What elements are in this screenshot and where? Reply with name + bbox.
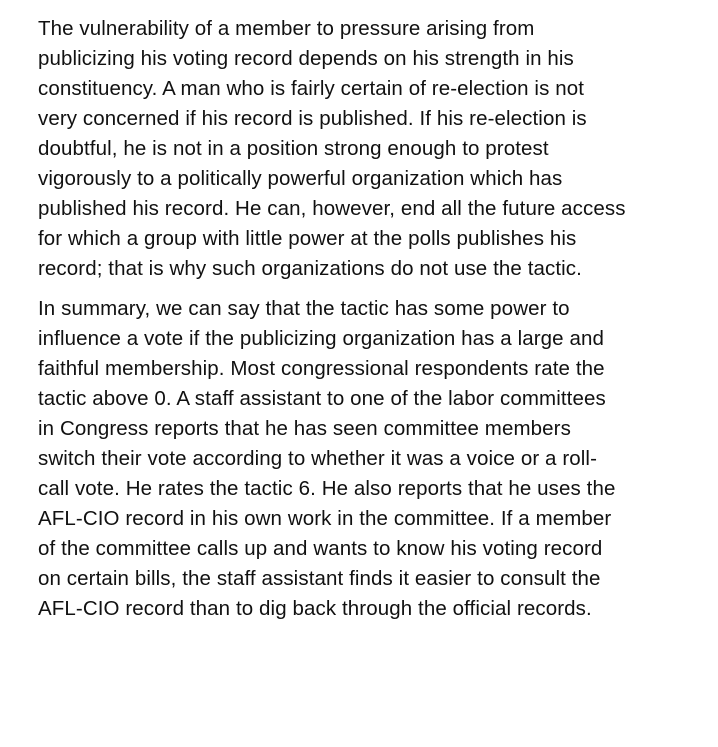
text-line: call vote. He rates the tactic 6. He also reports that he uses the: [38, 477, 616, 500]
text-line: published his record. He can, however, end all the future access: [38, 197, 626, 220]
text-line: switch their vote according to whether it was a voice or a roll-: [38, 447, 597, 470]
text-line: for which a group with little power at the polls publishes his: [38, 227, 577, 250]
text-line: influence a vote if the publicizing organization has a large and: [38, 327, 604, 350]
text-line: faithful membership. Most congressional respondents rate the: [38, 357, 605, 380]
text-line: of the committee calls up and wants to know his voting record: [38, 537, 603, 560]
text-line: very concerned if his record is published. If his re-election is: [38, 107, 587, 130]
text-line: AFL-CIO record than to dig back through the official records.: [38, 597, 592, 620]
text-line: vigorously to a politically powerful organization which has: [38, 167, 563, 190]
text-line: AFL-CIO record in his own work in the committee. If a member: [38, 507, 612, 530]
document-body: [38, 14, 708, 624]
text-line: The vulnerability of a member to pressure arising from: [38, 17, 535, 40]
paragraph-1: [38, 14, 708, 284]
text-line: record; that is why such organizations do not use the tactic.: [38, 257, 582, 280]
text-line: doubtful, he is not in a position strong enough to protest: [38, 137, 549, 160]
paragraph-2: [38, 294, 708, 624]
text-line: tactic above 0. A staff assistant to one of the labor committees: [38, 387, 606, 410]
text-line: constituency. A man who is fairly certain of re-election is not: [38, 77, 585, 100]
text-line: on certain bills, the staff assistant finds it easier to consult the: [38, 567, 601, 590]
text-line: publicizing his voting record depends on his strength in his: [38, 47, 574, 70]
text-line: in Congress reports that he has seen committee members: [38, 417, 571, 440]
text-line: In summary, we can say that the tactic has some power to: [38, 297, 570, 320]
